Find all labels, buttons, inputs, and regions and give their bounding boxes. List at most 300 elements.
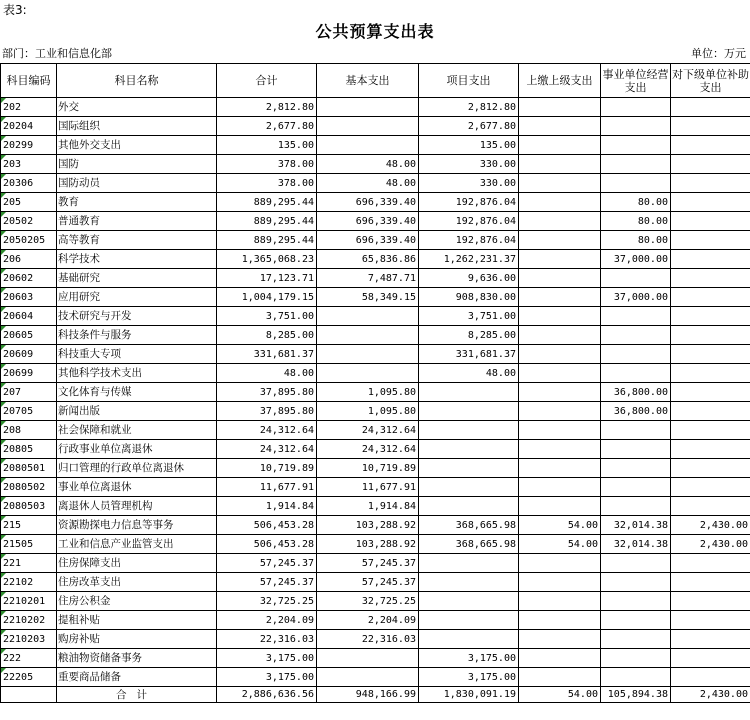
business-cell: 37,000.00 — [601, 288, 671, 307]
subject-code: 206 — [1, 250, 57, 269]
basic-cell: 57,245.37 — [317, 554, 419, 573]
subject-code: 20805 — [1, 440, 57, 459]
business-cell — [601, 326, 671, 345]
total-cell: 32,725.25 — [217, 592, 317, 611]
subject-code: 2080503 — [1, 497, 57, 516]
business-cell — [601, 155, 671, 174]
upper-cell: 54.00 — [519, 516, 601, 535]
total-subsidy: 2,430.00 — [671, 687, 750, 703]
business-cell — [601, 307, 671, 326]
business-cell: 36,800.00 — [601, 383, 671, 402]
project-cell: 331,681.37 — [419, 345, 519, 364]
total-cell: 506,453.28 — [217, 516, 317, 535]
project-cell: 368,665.98 — [419, 535, 519, 554]
total-cell: 37,895.80 — [217, 402, 317, 421]
upper-cell — [519, 193, 601, 212]
subject-name: 基础研究 — [57, 269, 217, 288]
basic-cell: 11,677.91 — [317, 478, 419, 497]
subsidy-cell — [671, 383, 750, 402]
table-row — [1, 98, 750, 117]
table-row — [1, 193, 750, 212]
project-cell: 9,636.00 — [419, 269, 519, 288]
basic-cell: 65,836.86 — [317, 250, 419, 269]
table-row — [1, 402, 750, 421]
total-cell: 3,175.00 — [217, 649, 317, 668]
subsidy-cell — [671, 345, 750, 364]
project-cell: 135.00 — [419, 136, 519, 155]
project-cell: 368,665.98 — [419, 516, 519, 535]
project-cell: 3,175.00 — [419, 649, 519, 668]
table-row — [1, 535, 750, 554]
subject-code: 208 — [1, 421, 57, 440]
project-cell — [419, 554, 519, 573]
basic-cell: 24,312.64 — [317, 440, 419, 459]
table-row — [1, 421, 750, 440]
subject-code: 203 — [1, 155, 57, 174]
upper-cell — [519, 592, 601, 611]
upper-cell — [519, 630, 601, 649]
subject-name: 普通教育 — [57, 212, 217, 231]
subject-code: 205 — [1, 193, 57, 212]
basic-cell: 696,339.40 — [317, 193, 419, 212]
business-cell — [601, 117, 671, 136]
subsidy-cell — [671, 440, 750, 459]
total-cell: 57,245.37 — [217, 573, 317, 592]
table-row — [1, 497, 750, 516]
project-cell: 8,285.00 — [419, 326, 519, 345]
subsidy-cell — [671, 478, 750, 497]
table-row — [1, 231, 750, 250]
business-cell — [601, 592, 671, 611]
total-cell: 24,312.64 — [217, 440, 317, 459]
subject-name: 重要商品储备 — [57, 668, 217, 687]
subject-name: 技术研究与开发 — [57, 307, 217, 326]
table-row — [1, 440, 750, 459]
subject-name: 高等教育 — [57, 231, 217, 250]
subsidy-cell — [671, 307, 750, 326]
project-cell: 330.00 — [419, 155, 519, 174]
table-row — [1, 307, 750, 326]
basic-cell — [317, 136, 419, 155]
upper-cell — [519, 326, 601, 345]
table-body — [1, 98, 750, 687]
total-cell: 11,677.91 — [217, 478, 317, 497]
total-cell: 1,365,068.23 — [217, 250, 317, 269]
business-cell: 80.00 — [601, 212, 671, 231]
basic-cell: 1,095.80 — [317, 383, 419, 402]
subject-name: 教育 — [57, 193, 217, 212]
subsidy-cell — [671, 288, 750, 307]
total-cell: 17,123.71 — [217, 269, 317, 288]
table-row — [1, 554, 750, 573]
subject-code: 20705 — [1, 402, 57, 421]
business-cell — [601, 136, 671, 155]
project-cell: 192,876.04 — [419, 212, 519, 231]
subsidy-cell — [671, 668, 750, 687]
total-cell: 2,812.80 — [217, 98, 317, 117]
upper-cell — [519, 174, 601, 193]
subject-code: 207 — [1, 383, 57, 402]
basic-cell: 696,339.40 — [317, 231, 419, 250]
total-cell: 8,285.00 — [217, 326, 317, 345]
subject-name: 应用研究 — [57, 288, 217, 307]
budget-table — [0, 63, 750, 703]
project-cell — [419, 421, 519, 440]
total-row — [1, 687, 750, 703]
upper-cell — [519, 117, 601, 136]
subsidy-cell: 2,430.00 — [671, 516, 750, 535]
subject-code: 215 — [1, 516, 57, 535]
table-row — [1, 459, 750, 478]
subsidy-cell — [671, 573, 750, 592]
upper-cell — [519, 421, 601, 440]
project-cell — [419, 611, 519, 630]
business-cell — [601, 649, 671, 668]
upper-cell: 54.00 — [519, 535, 601, 554]
subject-name: 归口管理的行政单位离退休 — [57, 459, 217, 478]
subsidy-cell — [671, 155, 750, 174]
subsidy-cell — [671, 174, 750, 193]
table-row — [1, 516, 750, 535]
subject-name: 工业和信息产业监管支出 — [57, 535, 217, 554]
subject-name: 住房公积金 — [57, 592, 217, 611]
table-row — [1, 630, 750, 649]
column-header: 合计 — [217, 64, 317, 98]
subject-code: 20699 — [1, 364, 57, 383]
table-row — [1, 117, 750, 136]
business-cell — [601, 573, 671, 592]
total-cell: 37,895.80 — [217, 383, 317, 402]
upper-cell — [519, 383, 601, 402]
subject-name: 外交 — [57, 98, 217, 117]
total-cell: 889,295.44 — [217, 231, 317, 250]
total-cell: 378.00 — [217, 174, 317, 193]
business-cell — [601, 421, 671, 440]
subsidy-cell — [671, 193, 750, 212]
subject-code: 22102 — [1, 573, 57, 592]
table-row — [1, 326, 750, 345]
upper-cell — [519, 497, 601, 516]
table-number-label: 表3: — [3, 3, 27, 17]
column-header: 上缴上级支出 — [519, 64, 601, 98]
subject-name: 资源勘探电力信息等事务 — [57, 516, 217, 535]
table-row — [1, 383, 750, 402]
project-cell: 2,812.80 — [419, 98, 519, 117]
total-cell: 135.00 — [217, 136, 317, 155]
basic-cell: 58,349.15 — [317, 288, 419, 307]
upper-cell — [519, 212, 601, 231]
basic-cell: 32,725.25 — [317, 592, 419, 611]
subject-code: 22205 — [1, 668, 57, 687]
subsidy-cell — [671, 649, 750, 668]
basic-cell: 1,914.84 — [317, 497, 419, 516]
basic-cell: 7,487.71 — [317, 269, 419, 288]
business-cell: 36,800.00 — [601, 402, 671, 421]
upper-cell — [519, 345, 601, 364]
subject-code: 20204 — [1, 117, 57, 136]
basic-cell — [317, 649, 419, 668]
column-header: 科目编码 — [1, 64, 57, 98]
subject-code: 2210201 — [1, 592, 57, 611]
total-cell: 22,316.03 — [217, 630, 317, 649]
table-row — [1, 668, 750, 687]
project-cell — [419, 497, 519, 516]
upper-cell — [519, 440, 601, 459]
subject-code: 2210202 — [1, 611, 57, 630]
subject-name: 住房改革支出 — [57, 573, 217, 592]
table-row — [1, 288, 750, 307]
column-header: 对下级单位补助支出 — [671, 64, 750, 98]
subject-code: 21505 — [1, 535, 57, 554]
project-cell — [419, 630, 519, 649]
subsidy-cell — [671, 269, 750, 288]
business-cell — [601, 440, 671, 459]
basic-cell — [317, 307, 419, 326]
subject-name: 新闻出版 — [57, 402, 217, 421]
upper-cell — [519, 155, 601, 174]
project-cell — [419, 573, 519, 592]
total-basic: 948,166.99 — [317, 687, 419, 703]
total-cell: 2,677.80 — [217, 117, 317, 136]
subject-name: 国防 — [57, 155, 217, 174]
table-row — [1, 478, 750, 497]
subject-code: 20603 — [1, 288, 57, 307]
business-cell — [601, 345, 671, 364]
upper-cell — [519, 668, 601, 687]
basic-cell: 48.00 — [317, 174, 419, 193]
basic-cell — [317, 326, 419, 345]
subject-code: 20306 — [1, 174, 57, 193]
total-label: 合计 — [57, 687, 217, 703]
subject-code: 222 — [1, 649, 57, 668]
subject-code: 20605 — [1, 326, 57, 345]
table-row — [1, 592, 750, 611]
project-cell — [419, 440, 519, 459]
project-cell — [419, 459, 519, 478]
column-header: 项目支出 — [419, 64, 519, 98]
subject-name: 购房补贴 — [57, 630, 217, 649]
table-row — [1, 155, 750, 174]
total-cell: 506,453.28 — [217, 535, 317, 554]
unit-label: 单位：万元 — [691, 47, 746, 60]
basic-cell: 103,288.92 — [317, 535, 419, 554]
table-row — [1, 212, 750, 231]
subsidy-cell — [671, 231, 750, 250]
total-cell: 2,204.09 — [217, 611, 317, 630]
business-cell: 80.00 — [601, 231, 671, 250]
subject-name: 国际组织 — [57, 117, 217, 136]
subject-code: 20602 — [1, 269, 57, 288]
upper-cell — [519, 459, 601, 478]
subject-name: 提租补贴 — [57, 611, 217, 630]
subsidy-cell — [671, 212, 750, 231]
subsidy-cell — [671, 630, 750, 649]
project-cell: 48.00 — [419, 364, 519, 383]
total-cell: 24,312.64 — [217, 421, 317, 440]
subject-code: 20609 — [1, 345, 57, 364]
business-cell — [601, 554, 671, 573]
project-cell: 2,677.80 — [419, 117, 519, 136]
business-cell — [601, 497, 671, 516]
subsidy-cell — [671, 98, 750, 117]
project-cell — [419, 478, 519, 497]
total-project: 1,830,091.19 — [419, 687, 519, 703]
subsidy-cell — [671, 459, 750, 478]
total-cell: 1,004,179.15 — [217, 288, 317, 307]
subject-name: 事业单位离退休 — [57, 478, 217, 497]
total-cell: 889,295.44 — [217, 212, 317, 231]
subject-name: 社会保障和就业 — [57, 421, 217, 440]
subsidy-cell — [671, 497, 750, 516]
upper-cell — [519, 136, 601, 155]
project-cell: 3,175.00 — [419, 668, 519, 687]
project-cell — [419, 402, 519, 421]
business-cell — [601, 611, 671, 630]
total-cell: 378.00 — [217, 155, 317, 174]
business-cell — [601, 478, 671, 497]
subject-code: 2080502 — [1, 478, 57, 497]
project-cell — [419, 592, 519, 611]
business-cell — [601, 630, 671, 649]
business-cell — [601, 269, 671, 288]
basic-cell — [317, 117, 419, 136]
basic-cell: 1,095.80 — [317, 402, 419, 421]
business-cell — [601, 668, 671, 687]
basic-cell — [317, 668, 419, 687]
subject-name: 科技重大专项 — [57, 345, 217, 364]
table-row — [1, 649, 750, 668]
table-row — [1, 364, 750, 383]
basic-cell: 48.00 — [317, 155, 419, 174]
subsidy-cell — [671, 326, 750, 345]
business-cell — [601, 98, 671, 117]
subsidy-cell — [671, 250, 750, 269]
total-upper: 54.00 — [519, 687, 601, 703]
subsidy-cell — [671, 421, 750, 440]
subject-code: 202 — [1, 98, 57, 117]
subject-code: 2050205 — [1, 231, 57, 250]
basic-cell: 696,339.40 — [317, 212, 419, 231]
subsidy-cell: 2,430.00 — [671, 535, 750, 554]
business-cell — [601, 364, 671, 383]
column-header: 事业单位经营支出 — [601, 64, 671, 98]
subject-name: 离退休人员管理机构 — [57, 497, 217, 516]
basic-cell — [317, 364, 419, 383]
basic-cell: 24,312.64 — [317, 421, 419, 440]
column-header: 基本支出 — [317, 64, 419, 98]
total-cell: 48.00 — [217, 364, 317, 383]
basic-cell — [317, 345, 419, 364]
department-label: 部门：工业和信息化部 — [2, 47, 112, 60]
table-row — [1, 345, 750, 364]
upper-cell — [519, 478, 601, 497]
total-code-cell — [1, 687, 57, 703]
basic-cell: 10,719.89 — [317, 459, 419, 478]
upper-cell — [519, 98, 601, 117]
table-row — [1, 269, 750, 288]
project-cell: 908,830.00 — [419, 288, 519, 307]
subsidy-cell — [671, 117, 750, 136]
upper-cell — [519, 288, 601, 307]
total-sum: 2,886,636.56 — [217, 687, 317, 703]
business-cell: 37,000.00 — [601, 250, 671, 269]
basic-cell: 57,245.37 — [317, 573, 419, 592]
subject-name: 其他外交支出 — [57, 136, 217, 155]
total-cell: 3,175.00 — [217, 668, 317, 687]
upper-cell — [519, 250, 601, 269]
subject-name: 文化体育与传媒 — [57, 383, 217, 402]
subsidy-cell — [671, 611, 750, 630]
subject-code: 221 — [1, 554, 57, 573]
upper-cell — [519, 231, 601, 250]
total-cell: 331,681.37 — [217, 345, 317, 364]
project-cell: 3,751.00 — [419, 307, 519, 326]
basic-cell: 103,288.92 — [317, 516, 419, 535]
page-title: 公共预算支出表 — [315, 22, 435, 41]
basic-cell — [317, 98, 419, 117]
upper-cell — [519, 307, 601, 326]
table-row — [1, 573, 750, 592]
subsidy-cell — [671, 364, 750, 383]
subject-code: 20604 — [1, 307, 57, 326]
subject-name: 其他科学技术支出 — [57, 364, 217, 383]
upper-cell — [519, 364, 601, 383]
subsidy-cell — [671, 402, 750, 421]
basic-cell: 2,204.09 — [317, 611, 419, 630]
upper-cell — [519, 269, 601, 288]
subject-name: 粮油物资储备事务 — [57, 649, 217, 668]
project-cell: 192,876.04 — [419, 231, 519, 250]
subsidy-cell — [671, 136, 750, 155]
upper-cell — [519, 554, 601, 573]
subject-code: 20299 — [1, 136, 57, 155]
upper-cell — [519, 649, 601, 668]
subject-name: 住房保障支出 — [57, 554, 217, 573]
business-cell: 80.00 — [601, 193, 671, 212]
subject-name: 科学技术 — [57, 250, 217, 269]
subject-name: 科技条件与服务 — [57, 326, 217, 345]
subject-code: 2210203 — [1, 630, 57, 649]
subject-name: 行政事业单位离退休 — [57, 440, 217, 459]
total-cell: 57,245.37 — [217, 554, 317, 573]
subsidy-cell — [671, 554, 750, 573]
upper-cell — [519, 402, 601, 421]
project-cell: 1,262,231.37 — [419, 250, 519, 269]
total-cell: 3,751.00 — [217, 307, 317, 326]
header-row — [1, 64, 750, 98]
total-business: 105,894.38 — [601, 687, 671, 703]
upper-cell — [519, 611, 601, 630]
total-cell: 1,914.84 — [217, 497, 317, 516]
table-row — [1, 611, 750, 630]
project-cell: 330.00 — [419, 174, 519, 193]
subsidy-cell — [671, 592, 750, 611]
upper-cell — [519, 573, 601, 592]
business-cell: 32,014.38 — [601, 535, 671, 554]
table-row — [1, 250, 750, 269]
subject-code: 2080501 — [1, 459, 57, 478]
total-cell: 889,295.44 — [217, 193, 317, 212]
business-cell — [601, 459, 671, 478]
subject-name: 国防动员 — [57, 174, 217, 193]
table-row — [1, 136, 750, 155]
table-row — [1, 174, 750, 193]
basic-cell: 22,316.03 — [317, 630, 419, 649]
project-cell — [419, 383, 519, 402]
business-cell — [601, 174, 671, 193]
project-cell: 192,876.04 — [419, 193, 519, 212]
subject-code: 20502 — [1, 212, 57, 231]
